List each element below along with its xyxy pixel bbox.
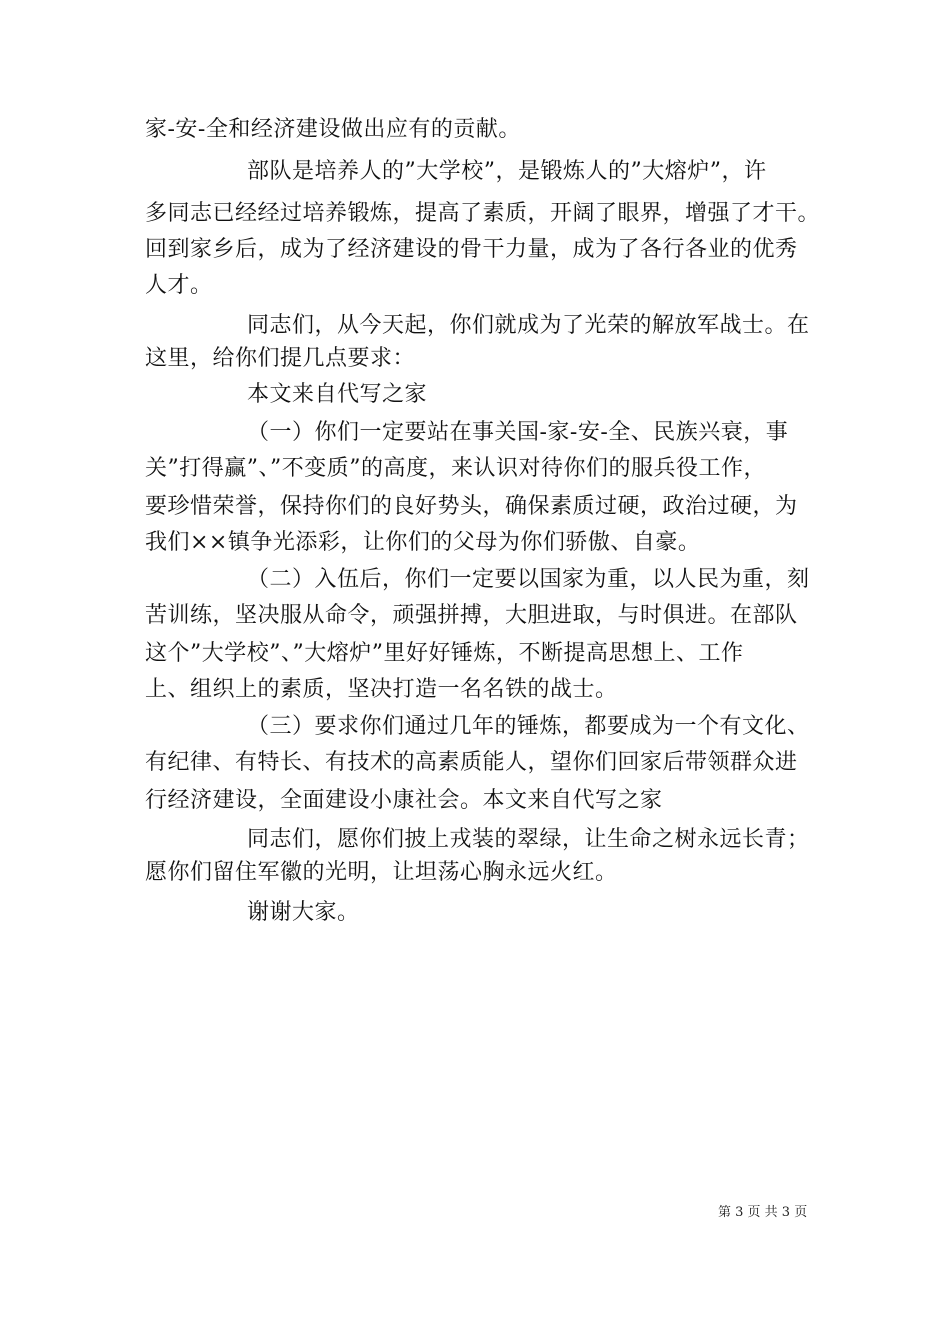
body-line: 部队是培养人的”大学校”，是锻炼人的”大熔炉”，许 (247, 159, 767, 184)
body-line: 我们××镇争光添彩，让你们的父母为你们骄傲、自豪。 (145, 530, 701, 555)
body-line: （一）你们一定要站在事关国-家-安-全、民族兴衰，事 (247, 420, 789, 445)
body-line: 人才。 (145, 273, 213, 298)
body-line: 关”打得赢”、”不变质”的高度，来认识对待你们的服兵役工作， (145, 456, 766, 481)
body-line: 回到家乡后，成为了经济建设的骨干力量，成为了各行各业的优秀 (145, 237, 798, 262)
body-line: 多同志已经经过培养锻炼，提高了素质，开阔了眼界，增强了才干。 (145, 201, 821, 226)
body-line: 这个”大学校”、”大熔炉”里好好锤炼，不断提高思想上、工作 (145, 641, 744, 666)
body-line: 同志们，愿你们披上戎装的翠绿，让生命之树永远长青； (247, 827, 810, 852)
body-line: 同志们，从今天起，你们就成为了光荣的解放军战士。在 (247, 313, 810, 338)
body-line: 上、组织上的素质，坚决打造一名名铁的战士。 (145, 677, 618, 702)
page-number-footer: 第 3 页 共 3 页 (718, 1205, 808, 1220)
body-line: 行经济建设，全面建设小康社会。本文来自代写之家 (145, 788, 663, 813)
body-line: 要珍惜荣誉，保持你们的良好势头，确保素质过硬，政治过硬，为 (145, 494, 798, 519)
body-line: （二）入伍后，你们一定要以国家为重，以人民为重，刻 (247, 567, 810, 592)
body-line: 苦训练，坚决服从命令，顽强拼搏，大胆进取，与时俱进。在部队 (145, 603, 798, 628)
body-line: 谢谢大家。 (247, 900, 360, 925)
body-line: 愿你们留住军徽的光明，让坦荡心胸永远火红。 (145, 860, 618, 885)
body-line: 家-安-全和经济建设做出应有的贡献。 (145, 117, 521, 142)
body-line: （三）要求你们通过几年的锤炼，都要成为一个有文化、 (247, 714, 810, 739)
body-line: 本文来自代写之家 (247, 382, 428, 407)
body-line: 有纪律、有特长、有技术的高素质能人，望你们回家后带领群众进 (145, 750, 798, 775)
body-line: 这里，给你们提几点要求： (145, 346, 416, 371)
